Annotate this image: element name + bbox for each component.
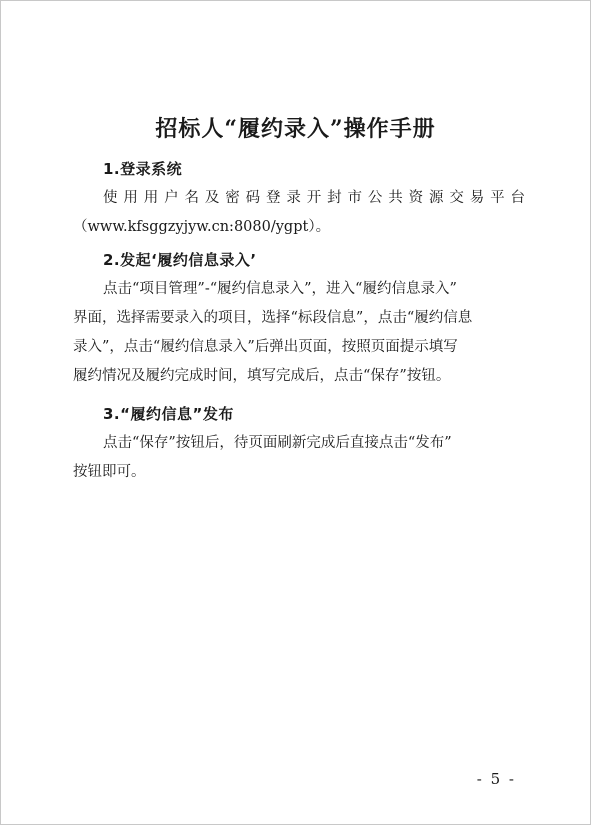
section-3-body	[73, 429, 529, 487]
paragraph-line: 使用用户名及密码登录开封市公共资源交易平台	[103, 190, 529, 206]
page-number: - 5 -	[476, 770, 516, 788]
section-2-body	[73, 275, 529, 391]
section-2-heading: 2.发起‘履约信息录入’	[103, 251, 257, 269]
paragraph-line: 点击“项目管理”-“履约信息录入”，进入“履约信息录入”	[103, 281, 457, 297]
section-3-heading: 3.“履约信息”发布	[103, 405, 234, 423]
paragraph-line: 界面，选择需要录入的项目，选择“标段信息”，点击“履约信息	[73, 310, 473, 326]
paragraph-line: 按钮即可。	[73, 464, 146, 480]
paragraph-line: 录入”，点击“履约信息录入”后弹出页面，按照页面提示填写	[73, 339, 458, 355]
paragraph-line: （www.kfsggzyjyw.cn:8080/ygpt）。	[73, 219, 331, 235]
page-title: 招标人“履约录入”操作手册	[155, 116, 436, 142]
section-1-heading: 1.登录系统	[103, 160, 183, 178]
paragraph-line: 履约情况及履约完成时间，填写完成后，点击“保存”按钮。	[73, 368, 451, 384]
section-1-body	[73, 184, 529, 242]
paragraph-line: 点击“保存”按钮后，待页面刷新完成后直接点击“发布”	[103, 435, 452, 451]
